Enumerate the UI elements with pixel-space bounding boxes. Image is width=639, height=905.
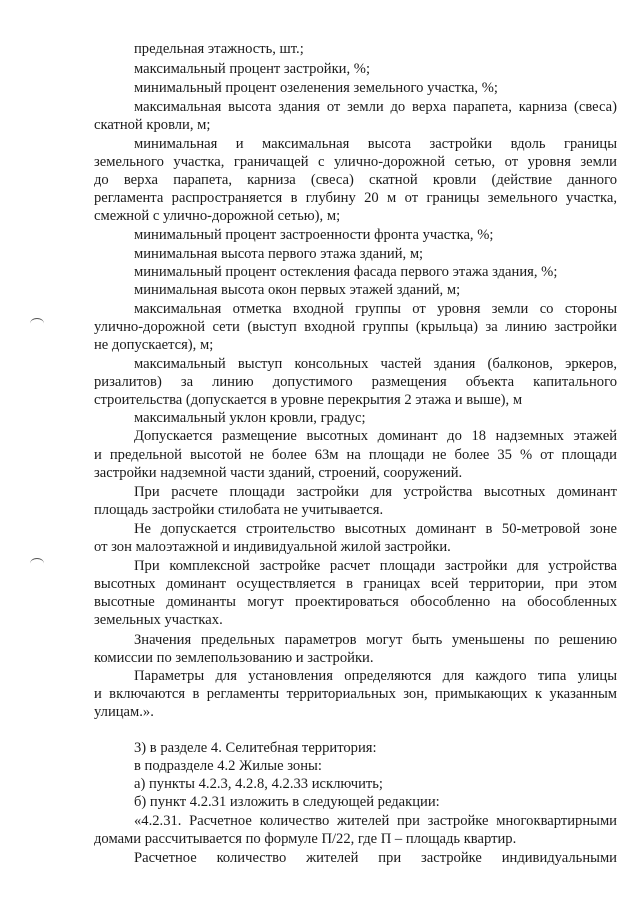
text-line: минимальная высота первого этажа зданий, м; bbox=[134, 246, 424, 262]
text-line: максимальная отметка входной группы от уровня земли со стороны bbox=[134, 301, 617, 317]
text-line: минимальная высота окон первых этажей зданий, м; bbox=[134, 282, 461, 298]
text-line: «4.2.31. Расчетное количество жителей при застройке многоквартирными bbox=[134, 813, 617, 829]
text-line: смежной с улично-дорожной сетью), м; bbox=[94, 208, 341, 224]
text-line: минимальный процент остекления фасада первого этажа здания, %; bbox=[134, 264, 558, 280]
text-line: Расчетное количество жителей при застройке индивидуальными bbox=[134, 850, 617, 866]
text-line: предельная этажность, шт.; bbox=[134, 41, 304, 57]
text-line: земельных участках. bbox=[94, 612, 223, 628]
text-line: Допускается размещение высотных доминант до 18 надземных этажей bbox=[134, 428, 617, 444]
scan-mark-icon bbox=[30, 558, 44, 569]
scan-mark-icon bbox=[30, 318, 44, 329]
text-line: до верха парапета, карниза (свеса) скатной кровли (действие данного bbox=[94, 172, 617, 188]
text-line: При комплексной застройке расчет площади застройки для устройства bbox=[134, 558, 617, 574]
text-line: 3) в разделе 4. Селитебная территория: bbox=[134, 740, 377, 756]
text-line: минимальная и максимальная высота застройки вдоль границы bbox=[134, 136, 617, 152]
text-line: ризалитов) за линию допустимого размещения объекта капитального bbox=[94, 374, 617, 390]
text-line: скатной кровли, м; bbox=[94, 117, 211, 133]
text-line: а) пункты 4.2.3, 4.2.8, 4.2.33 исключить; bbox=[134, 776, 383, 792]
text-line: Не допускается строительство высотных доминант в 50-метровой зоне bbox=[134, 521, 617, 537]
text-line: комиссии по землепользованию и застройки. bbox=[94, 650, 374, 666]
text-line: регламента распространяется в глубину 20 м от границы земельного участка, bbox=[94, 190, 617, 206]
text-line: и предельной высотой не более 63м на площади не более 35 % от площади bbox=[94, 447, 617, 463]
text-line: максимальный уклон кровли, градус; bbox=[134, 410, 366, 426]
text-line: площадь застройки стилобата не учитывается. bbox=[94, 502, 384, 518]
text-line: улично-дорожной сети (выступ входной группы (крыльца) за линию застройки bbox=[94, 319, 617, 335]
text-line: и включаются в регламенты территориальных зон, примыкающих к указанным bbox=[94, 686, 617, 702]
text-line: минимальный процент застроенности фронта участка, %; bbox=[134, 227, 494, 243]
text-line: домами рассчитывается по формуле П/22, где П – площадь квартир. bbox=[94, 831, 517, 847]
text-line: При расчете площади застройки для устройства высотных доминант bbox=[134, 484, 617, 500]
text-line: от зон малоэтажной и индивидуальной жилой застройки. bbox=[94, 539, 451, 555]
text-line: максимальная высота здания от земли до верха парапета, карниза (свеса) bbox=[134, 99, 617, 115]
text-line: высотных доминант осуществляется в границах всей территории, при этом bbox=[94, 576, 617, 592]
text-line: максимальный выступ консольных частей здания (балконов, эркеров, bbox=[134, 356, 617, 372]
text-line: земельного участка, граничащей с улично-дорожной сетью, от уровня земли bbox=[94, 154, 617, 170]
text-line: максимальный процент застройки, %; bbox=[134, 61, 370, 77]
text-line: строительства (допускается в уровне перекрытия 2 этажа и выше), м bbox=[94, 392, 523, 408]
text-line: б) пункт 4.2.31 изложить в следующей редакции: bbox=[134, 794, 440, 810]
text-line: улицам.». bbox=[94, 704, 154, 720]
text-line: в подразделе 4.2 Жилые зоны: bbox=[134, 758, 322, 774]
text-line: минимальный процент озеленения земельного участка, %; bbox=[134, 80, 498, 96]
text-line: Значения предельных параметров могут быть уменьшены по решению bbox=[134, 632, 617, 648]
text-line: Параметры для установления определяются для каждого типа улицы bbox=[134, 668, 617, 684]
text-line: высотные доминанты могут проектироваться обособленно на обособленных bbox=[94, 594, 617, 610]
text-line: застройки надземной части зданий, строений, сооружений. bbox=[94, 465, 463, 481]
text-line: не допускается), м; bbox=[94, 337, 214, 353]
